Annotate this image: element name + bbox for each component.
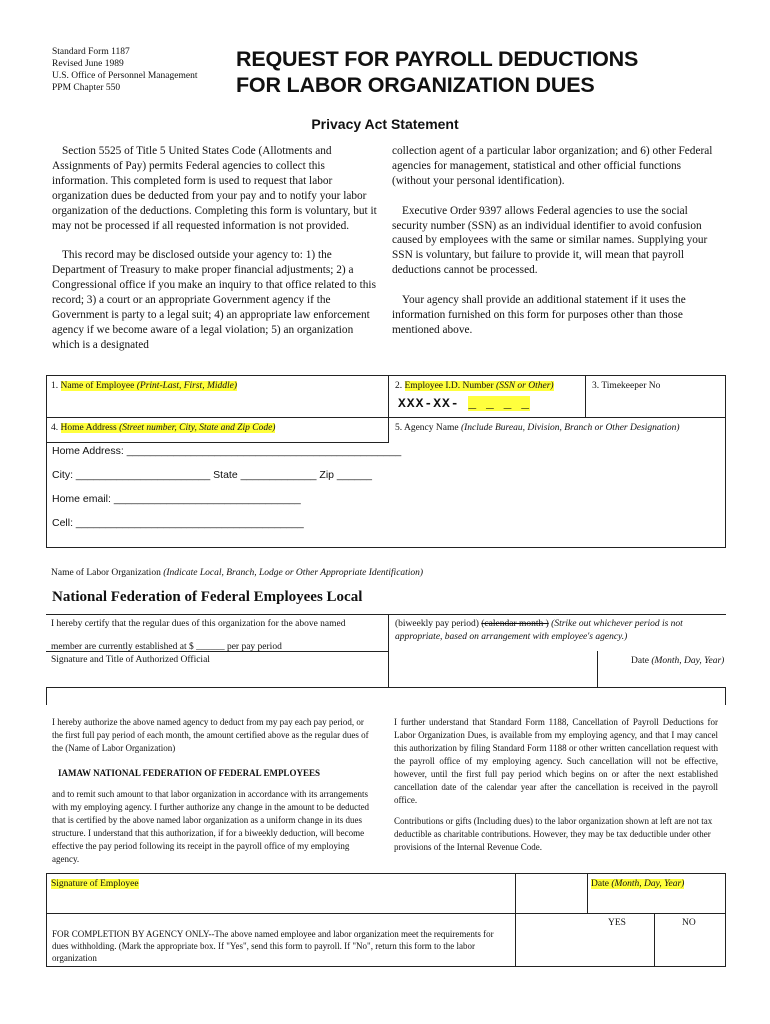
form-agency: U.S. Office of Personnel Management [52,71,198,81]
dues-amount-line[interactable]: member are currently established at $ ______ per pay period [51,642,282,652]
organization-name: IAMAW NATIONAL FEDERATION OF FEDERAL EMPLOYEES [58,768,320,778]
agency-only-text: FOR COMPLETION BY AGENCY ONLY--The above named employee and labor organization meet the requirements for dues withholding. (Mark the appropriate box. If "Yes", send this form to payroll. If "No", return this form to the labor organization [52,929,494,963]
agency-name-label: 5. Agency Name (Include Bureau, Division, Branch or Other Designation) [395,423,680,433]
official-signature-label: Signature and Title of Authorized Official [51,655,210,665]
home-address-line[interactable]: Home Address: _______________________________________________ [52,445,402,457]
form-number: Standard Form 1187 [52,47,130,57]
privacy-paragraph: This record may be disclosed outside your agency to: 1) the Department of Treasury to make proper financial adjustments; 2) a Congressional office if you make an inquiry to that office related to this record; 3) a court or an appropriate Government agency if the Government is party to a legal suit; 4) an appropriate law enforcement agency if we become aware of a legal violation; 5) an organization which is a designated [52,249,376,351]
privacy-right-column [392,144,719,338]
home-address-label: 4. Home Address (Street number, City, State and Zip Code) [51,423,276,433]
yes-checkbox[interactable] [590,930,650,962]
pay-period-selector[interactable]: (biweekly pay period) (calendar month ) (Strike out whichever period is not appropriate, based on arrangement with employee's agency.) [395,619,683,642]
employee-name-label: 1. Name of Employee (Print-Last, First, Middle) [51,381,238,391]
timekeeper-label: 3. Timekeeper No [592,381,661,391]
privacy-paragraph: Your agency shall provide an additional statement if it uses the information furnished on this form for purposes other than those mentioned above. [392,294,686,336]
employee-signature-label: Signature of Employee [51,879,139,889]
employee-id-field[interactable]: XXX-XX- _ _ _ _ [398,396,531,411]
home-email-line[interactable]: Home email: ________________________________ [52,493,301,505]
privacy-paragraph: Executive Order 9397 allows Federal agencies to use the social security number (SSN) as an individual identifier to avoid confusion caused by employees with the same or similar names. Supplying your SSN is voluntary, but failure to provide it, will mean that payroll deductions cannot be processed. [392,204,708,277]
cell-line[interactable]: Cell: _______________________________________ [52,517,304,529]
privacy-heading: Privacy Act Statement [311,116,459,132]
privacy-left-column [52,144,377,353]
form-identifier [52,46,197,94]
yes-label: YES [608,918,626,928]
authorize-text-continued: and to remit such amount to that labor organization in accordance with its arrangements with my employing agency. I further authorize any change in the amount to be deducted that is certified by the above named labor organization as a uniform change in its dues structure. I understand that this authorization, if for a biweekly deduction, will become effective the pay period following its receipt in the payroll office of my employing agency. [52,789,370,864]
privacy-paragraph: collection agent of a particular labor organization; and 6) other Federal agencies for management, statistical and other official functions (without your personal identification). [392,145,713,187]
timekeeper-field[interactable] [590,394,720,414]
employee-signature-field[interactable] [50,892,510,910]
no-label: NO [682,918,696,928]
employee-date-field[interactable] [592,892,720,910]
form-chapter: PPM Chapter 550 [52,83,121,93]
privacy-paragraph: Section 5525 of Title 5 United States Code (Allotments and Assignments of Pay) permits Federal agencies to collect this information. This completed form is used to request that labor organization dues be deducted from your pay and to notify your labor organization of the deductions. Completing this form is voluntary, but it may not be processed if all requested information is not provided. [52,145,377,232]
no-checkbox[interactable] [658,930,720,962]
labor-org-label: Name of Labor Organization (Indicate Local, Branch, Lodge or Other Appropriate Identification) [51,568,424,578]
tax-notice-text: Contributions or gifts (Including dues) to the labor organization shown at left are not tax deductible as charitable contributions. However, they may be tax deductible under other provisions of the Internal Revenue Code. [394,816,713,852]
labor-org-value[interactable]: National Federation of Federal Employees Local [52,589,363,605]
employee-name-field[interactable] [50,394,384,414]
certify-text: I hereby certify that the regular dues of this organization for the above named [51,619,346,629]
authorize-text: I hereby authorize the above named agency to deduct from my pay each pay period, or the first full pay period of each month, the amount certified above as the regular dues of the (Name of Labor Organization) [52,717,369,753]
employee-date-label: Date (Month, Day, Year) [591,879,685,889]
page-title: REQUEST FOR PAYROLL DEDUCTIONS FOR LABOR ORGANIZATION DUES [236,47,639,97]
employee-id-label: 2. Employee I.D. Number (SSN or Other) [395,381,554,391]
city-state-zip-line[interactable]: City: _______________________ State _____________ Zip ______ [52,469,372,481]
date-label: Date (Month, Day, Year) [631,656,725,666]
cancellation-text: I further understand that Standard Form 1188, Cancellation of Payroll Deductions for Labor Organization Dues, is available from my employing agency, and that I may cancel this authorization by filing Standard Form 1188 or other written cancellation request with the payroll office of my employing agency. Such cancellation will not be effective, however, until the first full pay period which begins on or after the next established cancellation date of the calendar year after the cancellation is received in the payroll office. [394,717,718,805]
form-revision: Revised June 1989 [52,59,124,69]
